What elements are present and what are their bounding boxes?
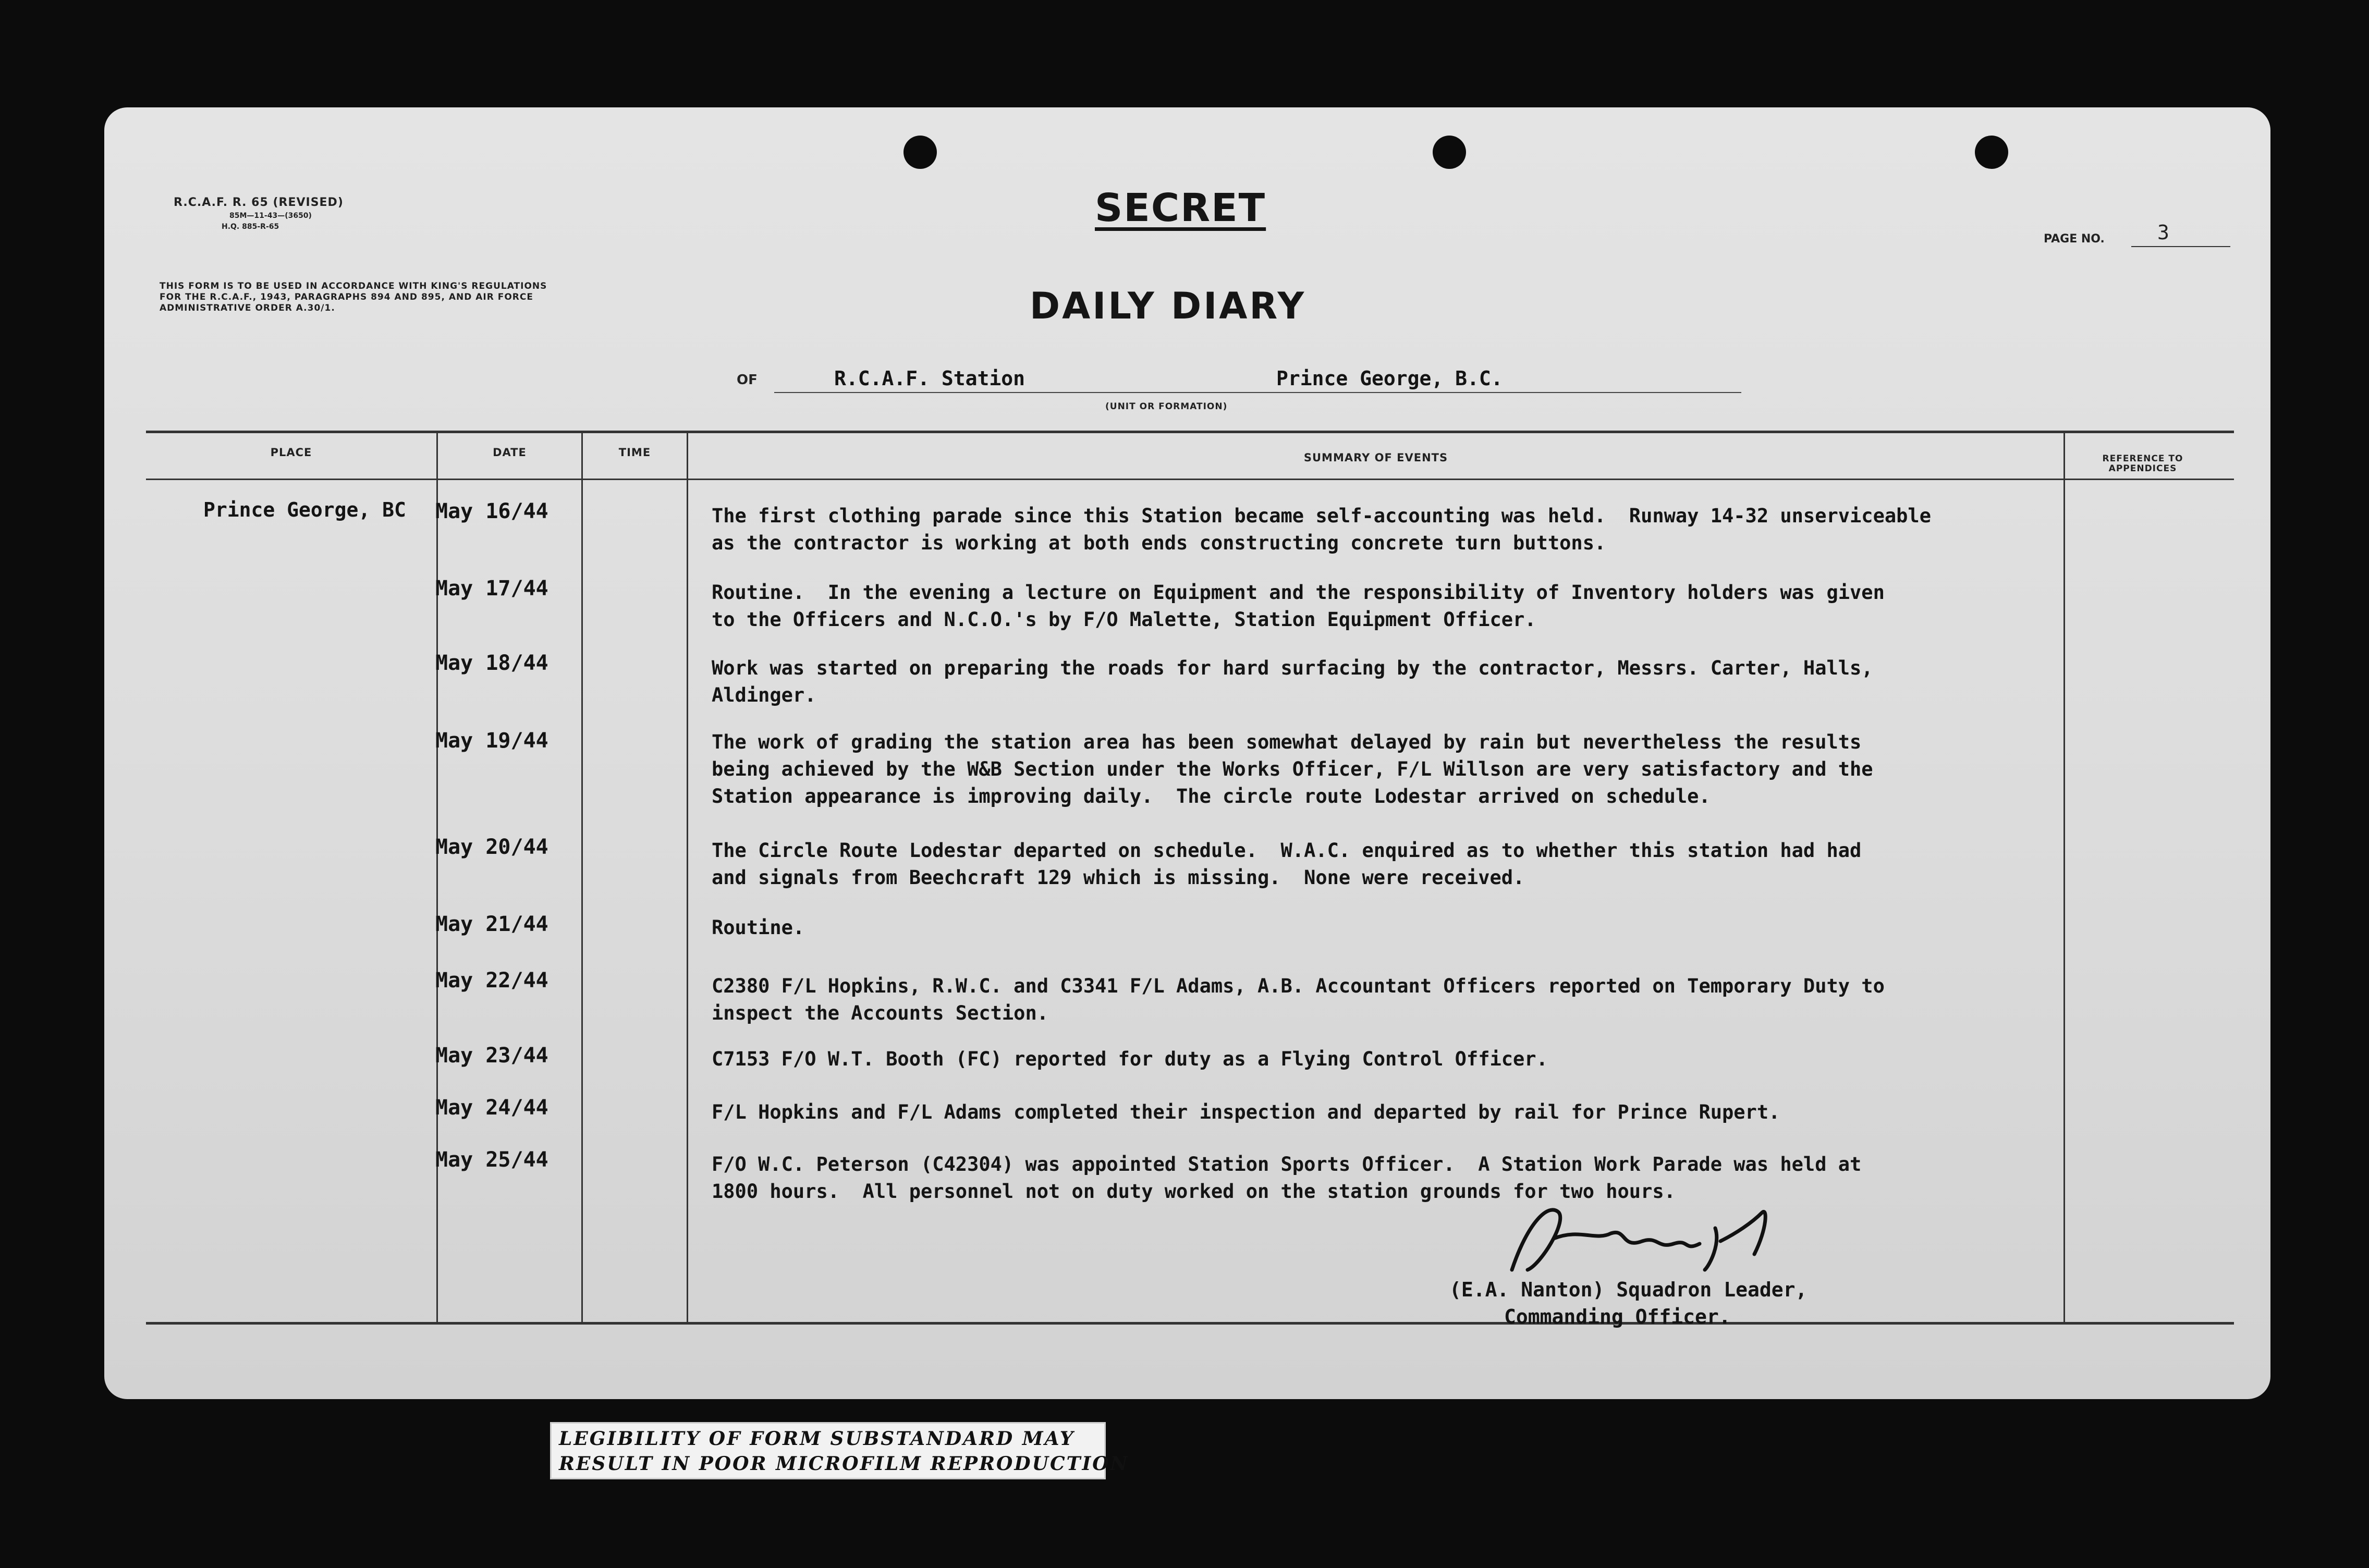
entry-text: The work of grading the station area has been somewhat delayed by rain but nevertheless the results being achieved by the W&B Section under the Works Officer, F/L Willson are very satisfactory and the Station appearance is improving daily. The circle route Lodestar arrived on schedule. [712,731,1873,807]
entry-text: F/L Hopkins and F/L Adams completed their inspection and departed by rail for Prince Rupert. [712,1101,1780,1123]
punch-hole [903,136,937,169]
handwritten-signature [1491,1192,1814,1285]
date-cell: May 21/44 [435,912,548,936]
entry-text: C7153 F/O W.T. Booth (FC) reported for duty as a Flying Control Officer. [712,1048,1548,1070]
header-summary: SUMMARY OF EVENTS [1303,451,1448,464]
date-cell: May 18/44 [435,651,548,675]
table-bottom-rule [146,1322,2234,1325]
hq-reference: H.Q. 885-R-65 [222,223,279,231]
unit-underline [774,392,1741,393]
date-cell: May 24/44 [435,1096,548,1120]
column-rule [2063,431,2065,1323]
header-reference: REFERENCE TO APPENDICES [2102,454,2183,474]
header-time: TIME [618,446,651,459]
microfilm-label [550,1422,1129,1479]
date-cell: May 22/44 [435,969,548,993]
date-cell: May 25/44 [435,1148,548,1172]
signatory-title: Commanding Officer. [1504,1305,1731,1328]
unit-name: R.C.A.F. Station [834,367,1025,390]
microfilm-label-line2: RESULT IN POOR MICROFILM REPRODUCTION [559,1453,1129,1475]
form-instructions: THIS FORM IS TO BE USED IN ACCORDANCE WITH KING'S REGULATIONS FOR THE R.C.A.F., 1943, PARAGRAPHS 894 AND 895, AND AIR FORCE ADMINISTRATIVE ORDER A.30/1. [160,281,547,313]
punch-hole [1975,136,2008,169]
signatory-name: (E.A. Nanton) Squadron Leader, [1449,1278,1808,1301]
entry-text: F/O W.C. Peterson (C42304) was appointed Station Sports Officer. A Station Work Parade was held at 1800 hours. All personnel not on duty worked on the station grounds for two hours. [712,1153,1862,1203]
entry-text: Routine. [712,916,805,939]
print-code: 85M—11-43—(3650) [229,212,312,220]
header-date: DATE [493,446,527,459]
form-number: R.C.A.F. R. 65 (REVISED) [174,196,344,209]
date-cell: May 16/44 [435,499,548,523]
punch-hole [1433,136,1466,169]
entry-text: The Circle Route Lodestar departed on schedule. W.A.C. enquired as to whether this station had had and signals from Beechcraft 129 which is missing. None were received. [712,839,1862,889]
date-cell: May 20/44 [435,835,548,859]
page-number: 3 [2157,221,2169,244]
classification-heading: SECRET [1095,186,1266,230]
microfilm-label-line1: LEGIBILITY OF FORM SUBSTANDARD MAY [559,1428,1075,1450]
page-title: DAILY DIARY [1030,285,1306,327]
header-place: PLACE [270,446,312,459]
of-label: OF [737,372,758,388]
unit-caption: (UNIT OR FORMATION) [1105,401,1228,412]
date-cell: May 23/44 [435,1044,548,1068]
table-top-rule [146,431,2234,433]
column-rule [436,431,438,1323]
place-cell: Prince George, BC [203,498,406,521]
column-rule [687,431,688,1323]
header-rule [146,479,2234,480]
date-cell: May 17/44 [435,577,548,601]
entry-text: The first clothing parade since this Station became self-accounting was held. Runway 14-32 unserviceable as the contractor is working at both ends constructing concrete turn buttons. [712,505,1931,554]
date-cell: May 19/44 [435,729,548,753]
entry-text: Work was started on preparing the roads for hard surfacing by the contractor, Messrs. Carter, Halls, Aldinger. [712,657,1873,706]
entry-text: Routine. In the evening a lecture on Equipment and the responsibility of Inventory holders was given to the Officers and N.C.O.'s by F/O Malette, Station Equipment Officer. [712,581,1885,631]
page-number-line [2131,246,2230,247]
diary-form-sheet [104,107,2270,1399]
column-rule [581,431,583,1323]
entry-text: C2380 F/L Hopkins, R.W.C. and C3341 F/L Adams, A.B. Accountant Officers reported on Temporary Duty to inspect the Accounts Section. [712,975,1885,1024]
unit-location: Prince George, B.C. [1276,367,1503,390]
page-number-label: PAGE NO. [2044,232,2105,246]
